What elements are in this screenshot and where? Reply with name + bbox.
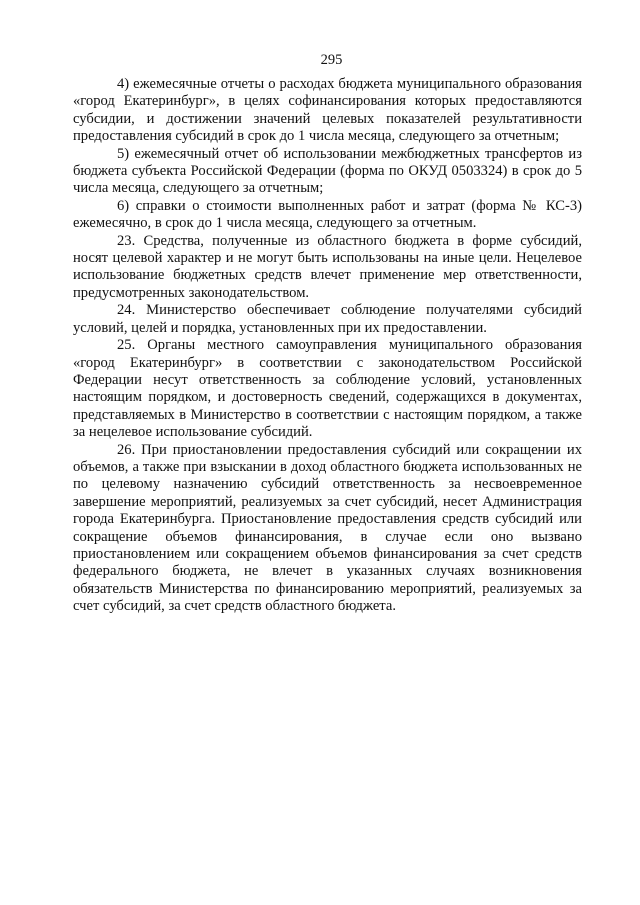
paragraph-item-4: 4) ежемесячные отчеты о расходах бюджета муниципального образования «город Екатеринбург», в целях софинансирования которых предоставляются субсидии, и достижении значений целевых показателей результативности предоставления субсидий в срок до 1 числа месяца, следующего за отчетным; [73,76,582,145]
paragraph-clause-26: 26. При приостановлении предоставления субсидий или сокращении их объемов, а также при взыскании в доход областного бюджета использованных не по целевому назначению субсидий ответственность за несвоевременное завершение мероприятий, реализуемых за счет субсидий, несет Администрация города Екатеринбурга. Приостановление предоставления средств субсидий или сокращение объемов финансирования, в случае если оно вызвано приостановлением или сокращением объемов финансирования за счет средств федерального бюджета, не влечет в указанных случаях возникновения обязательств Министерства по финансированию мероприятий, реализуемых за счет субсидий, за счет средств областного бюджета. [73,441,582,615]
paragraph-item-5: 5) ежемесячный отчет об использовании межбюджетных трансфертов из бюджета субъекта Российской Федерации (форма по ОКУД 0503324) в срок до 5 числа месяца, следующего за отчетным; [73,145,582,197]
paragraph-clause-25: 25. Органы местного самоуправления муниципального образования «город Екатеринбург» в соответствии с законодательством Российской Федерации несут ответственность за соблюдение условий, установленных настоящим порядком, и достоверность сведений, содержащихся в документах, представляемых в Министерство в соответствии с настоящим порядком, а также за нецелевое использование субсидий. [73,337,582,441]
paragraph-clause-24: 24. Министерство обеспечивает соблюдение получателями субсидий условий, целей и порядка, установленных при их предоставлении. [73,302,582,336]
paragraph-clause-23: 23. Средства, полученные из областного бюджета в форме субсидий, носят целевой характер и не могут быть использованы на иные цели. Нецелевое использование бюджетных средств влечет применение мер ответственности, предусмотренных законодательством. [73,232,582,301]
page-number: 295 [320,52,343,68]
paragraph-item-6: 6) справки о стоимости выполненных работ и затрат (форма № КС-3) ежемесячно, в срок до 1 числа месяца, следующего за отчетным. [73,197,582,232]
